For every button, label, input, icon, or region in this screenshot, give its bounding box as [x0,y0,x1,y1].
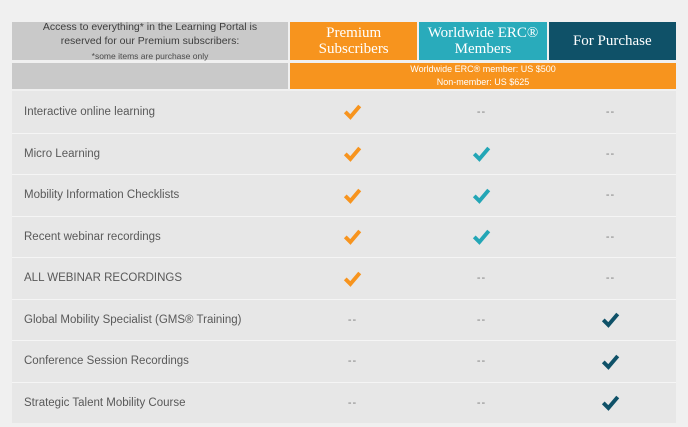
pricing-member-price: Worldwide ERC® member: US $500 [410,63,556,74]
row-label: Strategic Talent Mobility Course [24,396,186,409]
cell-for-purchase: -- [605,230,616,243]
check-icon [342,228,363,245]
check-icon [471,228,492,245]
check-icon [471,187,492,204]
cell-for-purchase [546,311,675,328]
row-label: ALL WEBINAR RECORDINGS [24,272,183,285]
cell-for-purchase: -- [605,272,616,285]
table-row [12,216,676,258]
cell-erc-members: -- [476,313,487,326]
cell-erc-members: -- [476,272,487,285]
cell-premium: -- [347,355,358,368]
check-icon [600,394,621,411]
pricing-row-spacer [12,63,288,89]
cell-premium [288,103,417,120]
row-label: Recent webinar recordings [24,230,161,243]
check-icon [342,145,363,162]
cell-for-purchase [546,353,675,370]
table-row [12,382,676,424]
row-label: Global Mobility Specialist (GMS® Training) [24,313,242,326]
row-label: Micro Learning [24,147,101,160]
check-icon [471,145,492,162]
cell-for-purchase [546,394,675,411]
check-icon [600,353,621,370]
table-body [12,91,676,423]
pricing-banner [290,63,676,89]
pricing-nonmember-price: Non-member: US $625 [436,77,530,87]
column-header-premium-subscribers: Premium Subscribers [290,22,417,60]
intro-cell [12,22,288,60]
table-header-row [12,22,676,60]
column-header-worldwide-erc-members: Worldwide ERC® Members [419,22,546,60]
cell-erc-members: -- [476,105,487,118]
table-row [12,257,676,299]
cell-for-purchase: -- [605,147,616,160]
cell-erc-members [417,228,546,245]
cell-erc-members: -- [476,396,487,409]
cell-erc-members [417,145,546,162]
table-row [12,174,676,216]
cell-erc-members: -- [476,355,487,368]
cell-premium [288,270,417,287]
check-icon [342,187,363,204]
check-icon [600,311,621,328]
intro-text: Access to everything* in the Learning Portal is reserved for our Premium subscribers: [42,21,258,47]
check-icon [342,270,363,287]
table-row [12,299,676,341]
intro-note: *some items are purchase only [91,50,209,61]
pricing-row [12,63,676,89]
row-label: Interactive online learning [24,105,156,118]
table-row [12,340,676,382]
cell-erc-members [417,187,546,204]
column-header-for-purchase: For Purchase [549,22,676,60]
cell-premium: -- [347,313,358,326]
cell-premium: -- [347,396,358,409]
cell-premium [288,187,417,204]
row-label: Mobility Information Checklists [24,189,180,202]
feature-comparison-table [12,22,676,423]
row-label: Conference Session Recordings [24,355,189,368]
check-icon [342,103,363,120]
cell-premium [288,145,417,162]
cell-premium [288,228,417,245]
cell-for-purchase: -- [605,105,616,118]
table-row [12,133,676,175]
cell-for-purchase: -- [605,189,616,202]
table-row [12,91,676,133]
